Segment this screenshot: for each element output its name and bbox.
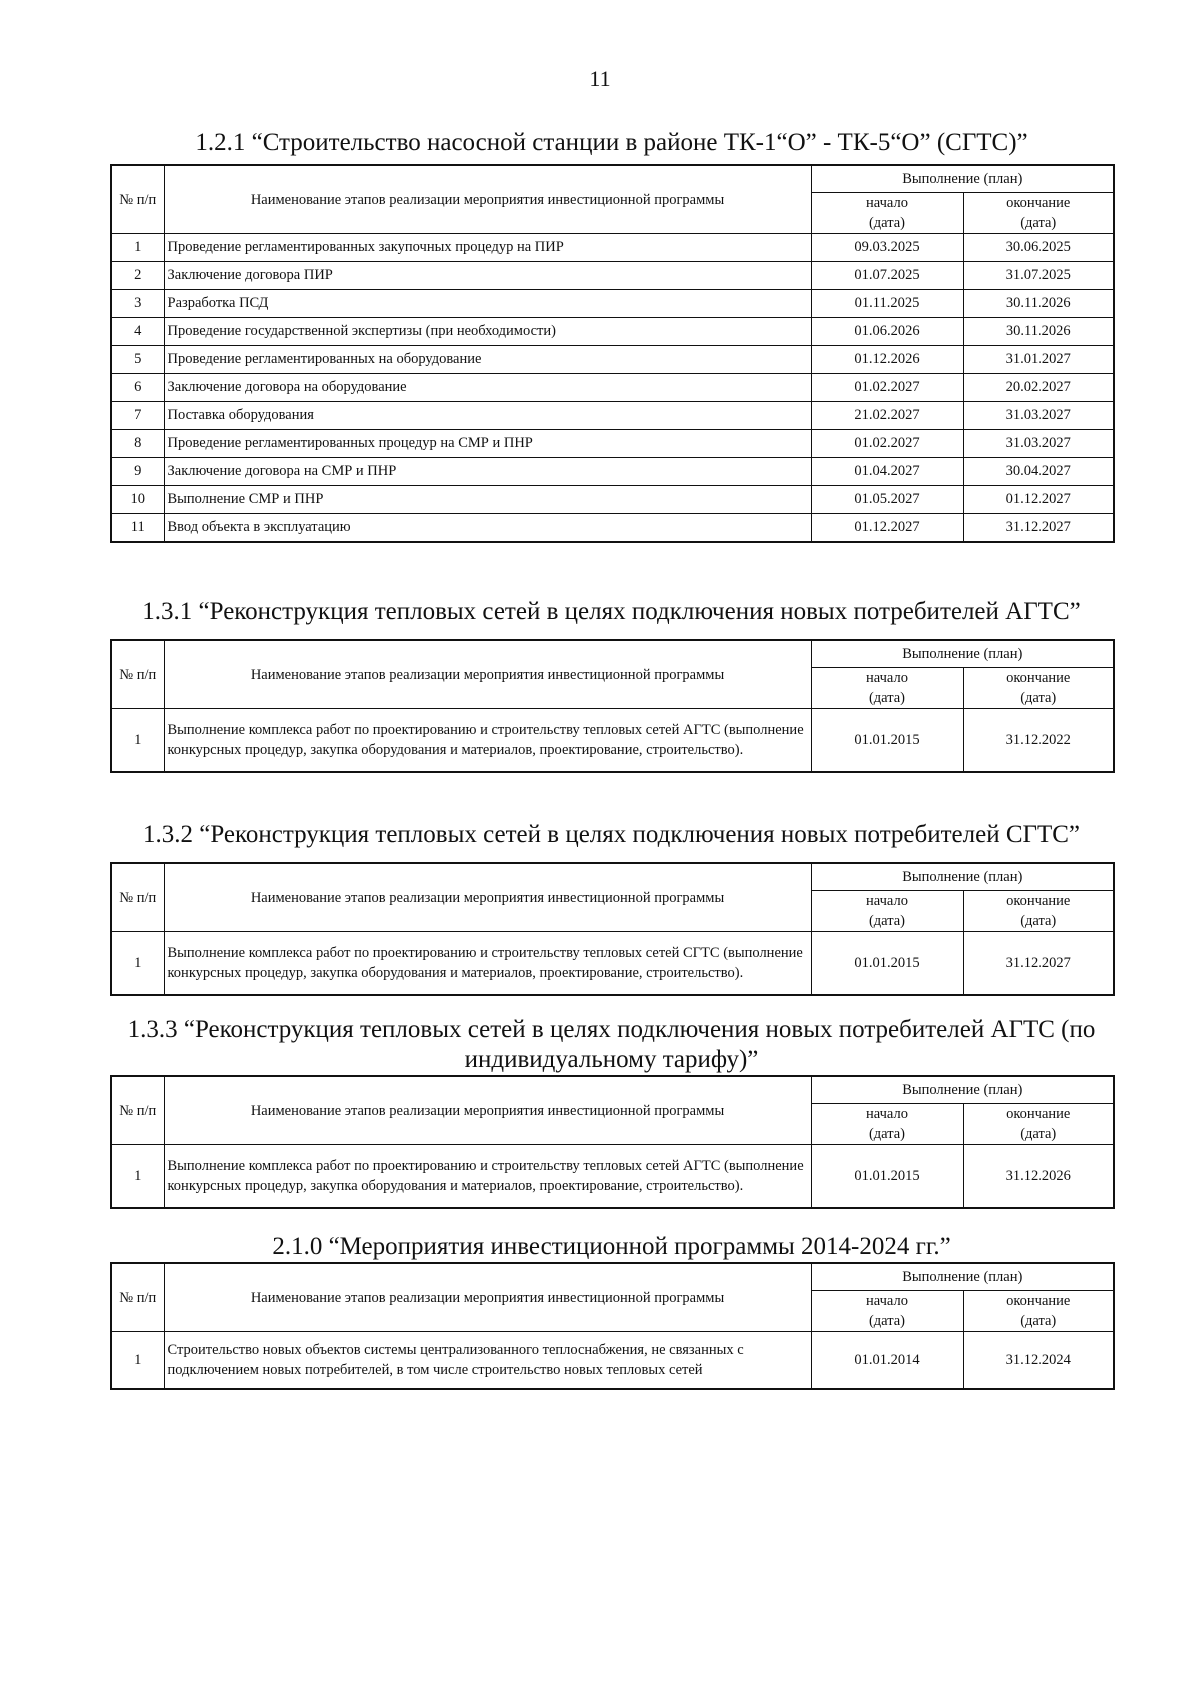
table-row: 8 Проведение регламентированных процедур на СМР и ПНР 01.02.2027 31.03.2027 <box>111 430 1114 458</box>
page-number: 11 <box>589 66 611 91</box>
header-num: № п/п <box>111 1076 164 1145</box>
header-start: начало (дата) <box>811 1104 963 1145</box>
header-name: Наименование этапов реализации мероприятия инвестиционной программы <box>164 1076 811 1145</box>
header-execution: Выполнение (план) <box>811 1263 1114 1291</box>
table-row: 2 Заключение договора ПИР 01.07.2025 31.07.2025 <box>111 262 1114 290</box>
section-title: 2.1.0 “Мероприятия инвестиционной программы 2014-2024 гг.” <box>272 1233 951 1260</box>
stages-table <box>110 862 1115 996</box>
header-num: № п/п <box>111 1263 164 1332</box>
header-name: Наименование этапов реализации мероприятия инвестиционной программы <box>164 165 811 234</box>
table-row: 5 Проведение регламентированных на оборудование 01.12.2026 31.01.2027 <box>111 346 1114 374</box>
section-title: 1.3.1 “Реконструкция тепловых сетей в целях подключения новых потребителей АГТС” <box>142 598 1081 625</box>
header-name: Наименование этапов реализации мероприятия инвестиционной программы <box>164 1263 811 1332</box>
header-end: окончание (дата) <box>963 891 1114 932</box>
header-end: окончание (дата) <box>963 1104 1114 1145</box>
table-row: 1 Строительство новых объектов системы централизованного теплоснабжения, не связанных с подключением новых потребителей, в том числе строительство новых тепловых сетей 01.01.2014 31.12.2024 <box>111 1332 1114 1390</box>
header-start: начало (дата) <box>811 193 963 234</box>
table-row: 1 Выполнение комплекса работ по проектированию и строительству тепловых сетей АГТС (выполнение конкурсных процедур, закупка оборудования и материалов, проектирование, строительство). 01.01.2015 31.12.2026 <box>111 1145 1114 1209</box>
header-execution: Выполнение (план) <box>811 640 1114 668</box>
section-1-2-1 <box>110 128 1113 543</box>
header-start: начало (дата) <box>811 1291 963 1332</box>
header-start: начало (дата) <box>811 668 963 709</box>
header-end: окончание (дата) <box>963 1291 1114 1332</box>
header-end: окончание (дата) <box>963 193 1114 234</box>
header-end: окончание (дата) <box>963 668 1114 709</box>
table-row: 6 Заключение договора на оборудование 01.02.2027 20.02.2027 <box>111 374 1114 402</box>
table-row: 10 Выполнение СМР и ПНР 01.05.2027 01.12.2027 <box>111 486 1114 514</box>
section-title: 1.3.2 “Реконструкция тепловых сетей в целях подключения новых потребителей СГТС” <box>142 821 1081 848</box>
table-row: 1 Проведение регламентированных закупочных процедур на ПИР 09.03.2025 30.06.2025 <box>111 234 1114 262</box>
section-title: 1.2.1 “Строительство насосной станции в районе ТК-1“О” - ТК-5“О” (СГТС)” <box>195 129 1028 156</box>
stages-table <box>110 164 1115 543</box>
stages-table <box>110 1262 1115 1390</box>
header-execution: Выполнение (план) <box>811 1076 1114 1104</box>
header-execution: Выполнение (план) <box>811 863 1114 891</box>
section-2-1-0 <box>110 1232 1113 1390</box>
stages-table <box>110 1075 1115 1209</box>
table-row: 3 Разработка ПСД 01.11.2025 30.11.2026 <box>111 290 1114 318</box>
header-execution: Выполнение (план) <box>811 165 1114 193</box>
section-1-3-3 <box>110 1015 1113 1209</box>
table-row: 9 Заключение договора на СМР и ПНР 01.04.2027 30.04.2027 <box>111 458 1114 486</box>
header-num: № п/п <box>111 165 164 234</box>
section-1-3-2 <box>110 820 1113 996</box>
section-title-line1: 1.3.3 “Реконструкция тепловых сетей в целях подключения новых потребителей АГТС (по <box>127 1016 1096 1043</box>
section-1-3-1 <box>110 597 1113 773</box>
header-num: № п/п <box>111 863 164 932</box>
section-title-line2: индивидуальному тарифу)” <box>464 1046 759 1073</box>
header-start: начало (дата) <box>811 891 963 932</box>
header-num: № п/п <box>111 640 164 709</box>
section-title <box>110 1015 1113 1075</box>
header-name: Наименование этапов реализации мероприятия инвестиционной программы <box>164 863 811 932</box>
stages-table <box>110 639 1115 773</box>
table-row: 7 Поставка оборудования 21.02.2027 31.03.2027 <box>111 402 1114 430</box>
table-row: 11 Ввод объекта в эксплуатацию 01.12.2027 31.12.2027 <box>111 514 1114 543</box>
table-row: 1 Выполнение комплекса работ по проектированию и строительству тепловых сетей СГТС (выполнение конкурсных процедур, закупка оборудования и материалов, проектирование, строительство). 01.01.2015 31.12.2027 <box>111 932 1114 996</box>
table-row: 4 Проведение государственной экспертизы (при необходимости) 01.06.2026 30.11.2026 <box>111 318 1114 346</box>
header-name: Наименование этапов реализации мероприятия инвестиционной программы <box>164 640 811 709</box>
table-row: 1 Выполнение комплекса работ по проектированию и строительству тепловых сетей АГТС (выполнение конкурсных процедур, закупка оборудования и материалов, проектирование, строительство). 01.01.2015 31.12.2022 <box>111 709 1114 773</box>
